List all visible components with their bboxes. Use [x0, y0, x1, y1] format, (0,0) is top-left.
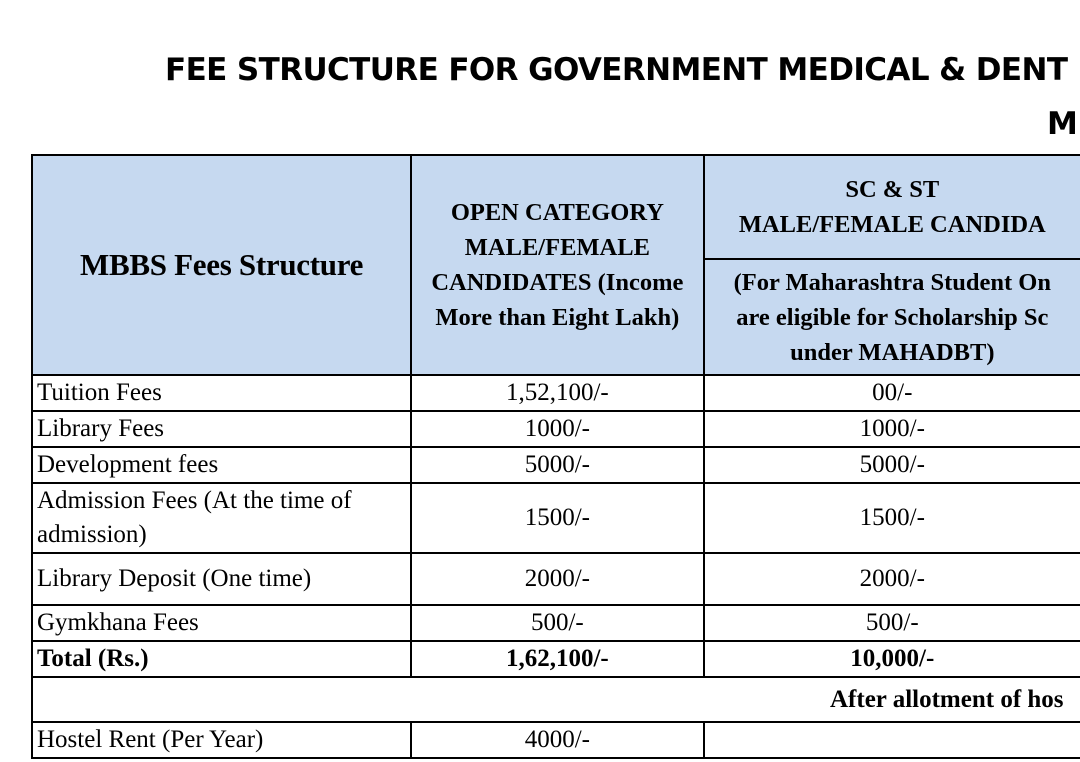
header-row	[32, 155, 1080, 259]
row-label: Library Deposit (One time)	[32, 553, 411, 605]
hostel-note-row	[32, 677, 1080, 722]
open-fee-cell: 2000/-	[411, 553, 703, 605]
row-label: Library Fees	[32, 411, 411, 447]
header-sc-st-note	[704, 259, 1080, 375]
hostel-row	[32, 722, 1080, 758]
table-row	[32, 483, 1080, 553]
row-label: Tuition Fees	[32, 375, 411, 411]
open-fee-cell: 1,52,100/-	[411, 375, 703, 411]
table-row	[32, 553, 1080, 605]
total-sc-st-fee: 10,000/-	[704, 641, 1080, 677]
hostel-open-fee: 4000/-	[411, 722, 703, 758]
table-row	[32, 605, 1080, 641]
hostel-allotment-note: After allotment of hos	[32, 677, 1080, 722]
total-row	[32, 641, 1080, 677]
sc-st-fee-cell: 00/-	[704, 375, 1080, 411]
header-sc-st-line-2: MALE/FEMALE CANDIDA	[738, 211, 1046, 238]
sc-st-fee-cell: 1500/-	[704, 483, 1080, 553]
header-sc-st-note-line-3: under MAHADBT)	[790, 338, 995, 366]
table-row	[32, 411, 1080, 447]
header-sc-st-note-line-2: are eligible for Scholarship Sc	[736, 303, 1049, 331]
page-title: FEE STRUCTURE FOR GOVERNMENT MEDICAL & DENT	[165, 52, 1068, 88]
header-open-category: OPEN CATEGORY MALE/FEMALE CANDIDATES (Income More than Eight Lakh)	[411, 155, 703, 375]
row-label: Gymkhana Fees	[32, 605, 411, 641]
table-row	[32, 375, 1080, 411]
row-label: Development fees	[32, 447, 411, 483]
open-fee-cell: 1000/-	[411, 411, 703, 447]
header-sc-st-note-line-1: (For Maharashtra Student On	[733, 268, 1051, 296]
open-fee-cell: 1500/-	[411, 483, 703, 553]
total-open-fee: 1,62,100/-	[411, 641, 703, 677]
hostel-label: Hostel Rent (Per Year)	[32, 722, 411, 758]
sc-st-fee-cell: 5000/-	[704, 447, 1080, 483]
page-title-line-2: M	[1047, 106, 1078, 142]
hostel-sc-st-fee	[704, 722, 1080, 758]
sc-st-fee-cell: 2000/-	[704, 553, 1080, 605]
row-label: Admission Fees (At the time of admission)	[32, 483, 411, 553]
open-fee-cell: 500/-	[411, 605, 703, 641]
header-mbbs-fees-structure: MBBS Fees Structure	[32, 155, 411, 375]
total-label: Total (Rs.)	[32, 641, 411, 677]
open-fee-cell: 5000/-	[411, 447, 703, 483]
sc-st-fee-cell: 1000/-	[704, 411, 1080, 447]
fee-structure-table	[31, 154, 1080, 759]
header-sc-st	[704, 155, 1080, 259]
header-sc-st-line-1: SC & ST	[845, 176, 940, 203]
sc-st-fee-cell: 500/-	[704, 605, 1080, 641]
table-row	[32, 447, 1080, 483]
